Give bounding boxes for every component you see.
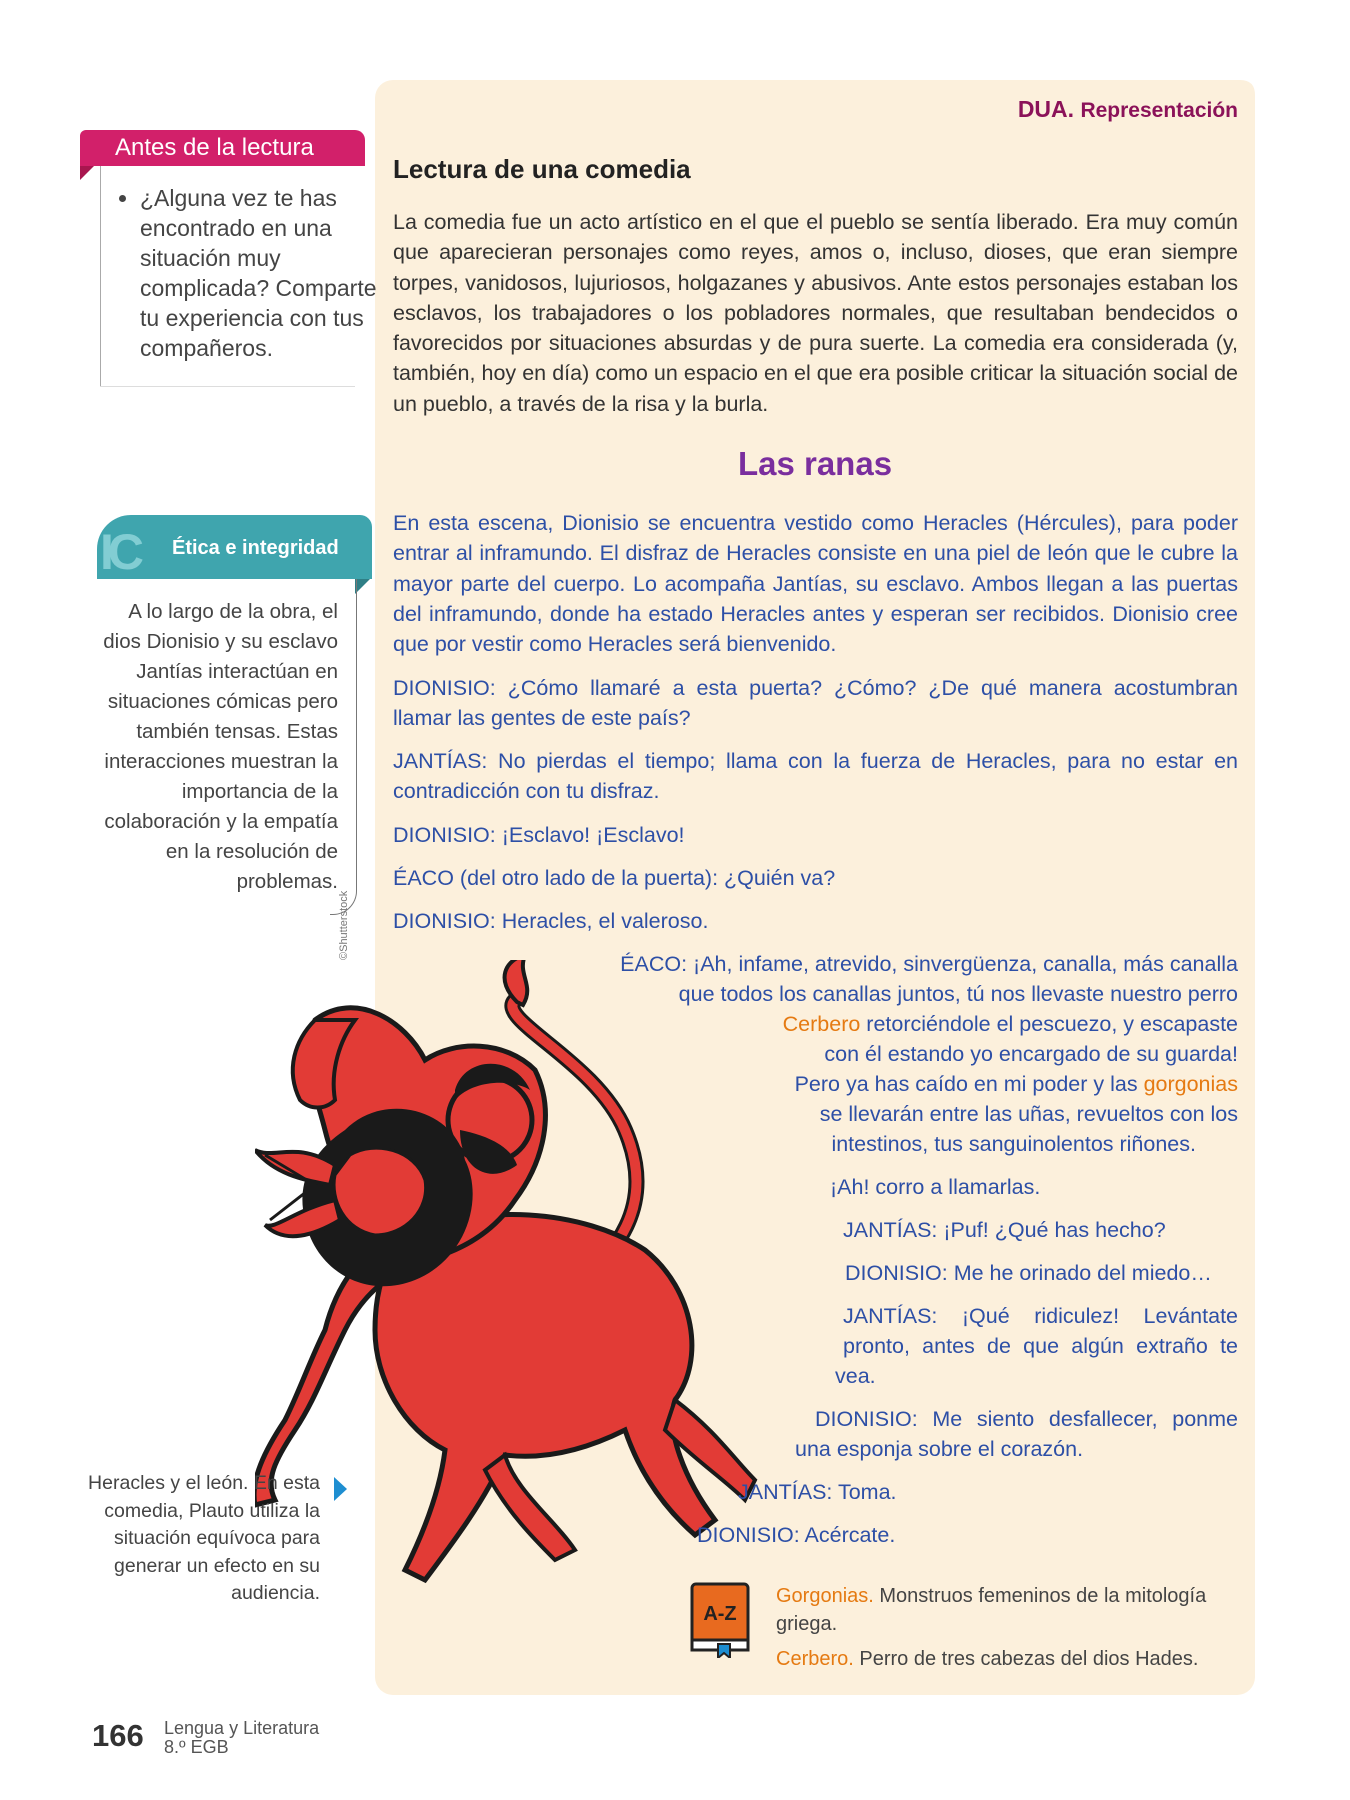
eaco-line: intestinos, tus sanguinolentos riñones. [831, 1132, 1196, 1156]
eaco-line: con él estando yo encargado de su guarda! [824, 1042, 1238, 1066]
glossary-entry [776, 1582, 1236, 1638]
image-caption: Heracles y el león. En esta comedia, Plauto utiliza la situación equívoca para generar un efecto en su audiencia. [88, 1472, 320, 1604]
glossary-definition: Monstruos femeninos de la mitología griega. [776, 1585, 1207, 1635]
antes-list [108, 183, 390, 363]
dua-label [1018, 96, 1238, 123]
dua-subtitle: Representación [1080, 99, 1238, 122]
dialogue-line: JANTÍAS: ¡Puf! ¿Qué has hecho? [843, 1218, 1166, 1242]
eaco-line [616, 1009, 1238, 1039]
dua-title: DUA. [1017, 96, 1075, 122]
term-gorgonias: gorgonias [1143, 1072, 1238, 1096]
antes-border-bottom [100, 386, 355, 387]
dialogue-line: DIONISIO: Heracles, el valeroso. [393, 909, 709, 933]
eaco-line-text: retorciéndole el pescuezo, y escapaste [860, 1012, 1238, 1036]
eaco-line [616, 1069, 1238, 1099]
dialogue-line: DIONISIO: ¿Cómo llamaré a esta puerta? ¿Cómo? ¿De qué manera acostumbran llamar las gentes de este país? [393, 676, 1238, 731]
term-cerbero: Cerbero [782, 1012, 861, 1036]
dialogue-line: DIONISIO: Acércate. [697, 1523, 896, 1547]
dialogue-line: DIONISIO: ¡Esclavo! ¡Esclavo! [393, 823, 685, 847]
etica-fold [355, 579, 370, 594]
grade-name: 8.º EGB [164, 1737, 229, 1757]
antes-border [100, 166, 101, 386]
antes-title: Antes de la lectura [115, 134, 314, 161]
scene-paragraph: En esta escena, Dionisio se encuentra vestido como Heracles (Hércules), para poder entrar al inframundo. El disfraz de Heracles consiste en una piel de león que le cubre la mayor parte del cuerpo. Lo acompaña Jantías, su esclavo. Ambos llegan a las puertas del inframundo, donde ha estado Heracles antes y esperan ser recibidos. Dionisio cree que por vestir como Heracles será bienvenido. [393, 511, 1238, 657]
antes-question: • ¿Alguna vez te has encontrado en una situación muy complicada? Comparte tu experiencia con tus compañeros. [140, 183, 390, 363]
caption-arrow-icon [334, 1477, 347, 1501]
subject-label [164, 1719, 319, 1757]
dialogue-line: ÉACO (del otro lado de la puerta): ¿Quién va? [393, 866, 836, 890]
dialogue-line: JANTÍAS: No pierdas el tiempo; llama con la fuerza de Heracles, para no estar en contradicción con tu disfraz. [393, 749, 1238, 804]
dialogue-line: pronto, antes de que algún extraño te [843, 1334, 1238, 1358]
dialogue-line: ¡Ah! corro a llamarlas. [830, 1175, 1041, 1199]
dialogue-line: JANTÍAS: ¡Qué ridiculez! Levántate [843, 1304, 1238, 1328]
play-title: Las ranas [737, 445, 893, 482]
glossary-definition: Perro de tres cabezas del dios Hades. [853, 1648, 1199, 1670]
dialogue-line: vea. [835, 1364, 876, 1388]
glossary-icon-text: A-Z [703, 1603, 737, 1625]
etica-title: Ética e integridad [172, 537, 339, 559]
glossary-term: Gorgonias. [776, 1585, 874, 1607]
section-heading: Lectura de una comedia [393, 154, 691, 184]
etica-text: A lo largo de la obra, el dios Dionisio y su esclavo Jantías interactúan en situaciones cómicas pero también tensas. Estas interacciones muestran la importancia de la colaboración y la empatía en la resolución de problemas. [103, 600, 338, 893]
page-number: 166 [92, 1718, 144, 1753]
etica-icon: IC [100, 524, 138, 580]
glossary-book-icon [690, 1582, 752, 1658]
eaco-line: ÉACO: ¡Ah, infame, atrevido, sinvergüenza, canalla, más canalla [620, 952, 1238, 976]
dialogue-line: DIONISIO: Me he orinado del miedo… [845, 1261, 1212, 1285]
antes-fold [80, 166, 94, 180]
intro-paragraph: La comedia fue un acto artístico en el que el pueblo se sentía liberado. Era muy común que aparecieran personajes como reyes, amos o, incluso, dioses, que eran siempre torpes, vanidosos, lujuriosos, holgazanes y abusivos. Ante estos personajes estaban los esclavos, los trabajadores o los pobladores normales, que resultaban bendecidos o favorecidos por situaciones absurdas y de pura suerte. La comedia era considerada (y, también, hoy en día) como un espacio en el que era posible criticar la situación social de un pueblo, a través de la risa y la burla. [393, 210, 1238, 416]
photo-credit: ©Shutterstock [338, 890, 350, 960]
glossary-term: Cerbero. [776, 1648, 854, 1670]
dialogue-line: DIONISIO: Me siento desfallecer, ponme [815, 1407, 1238, 1431]
dialogue-line: una esponja sobre el corazón. [795, 1437, 1084, 1461]
eaco-line: se llevarán entre las uñas, revueltos con los [819, 1102, 1238, 1126]
eaco-line-text: Pero ya has caído en mi poder y las [794, 1072, 1144, 1096]
glossary-entry [776, 1645, 1236, 1673]
antes-header [80, 130, 365, 166]
eaco-line: que todos los canallas juntos, tú nos llevaste nuestro perro [678, 982, 1238, 1006]
subject-name: Lengua y Literatura [164, 1718, 320, 1738]
dialogue-line: JANTÍAS: Toma. [738, 1480, 897, 1504]
